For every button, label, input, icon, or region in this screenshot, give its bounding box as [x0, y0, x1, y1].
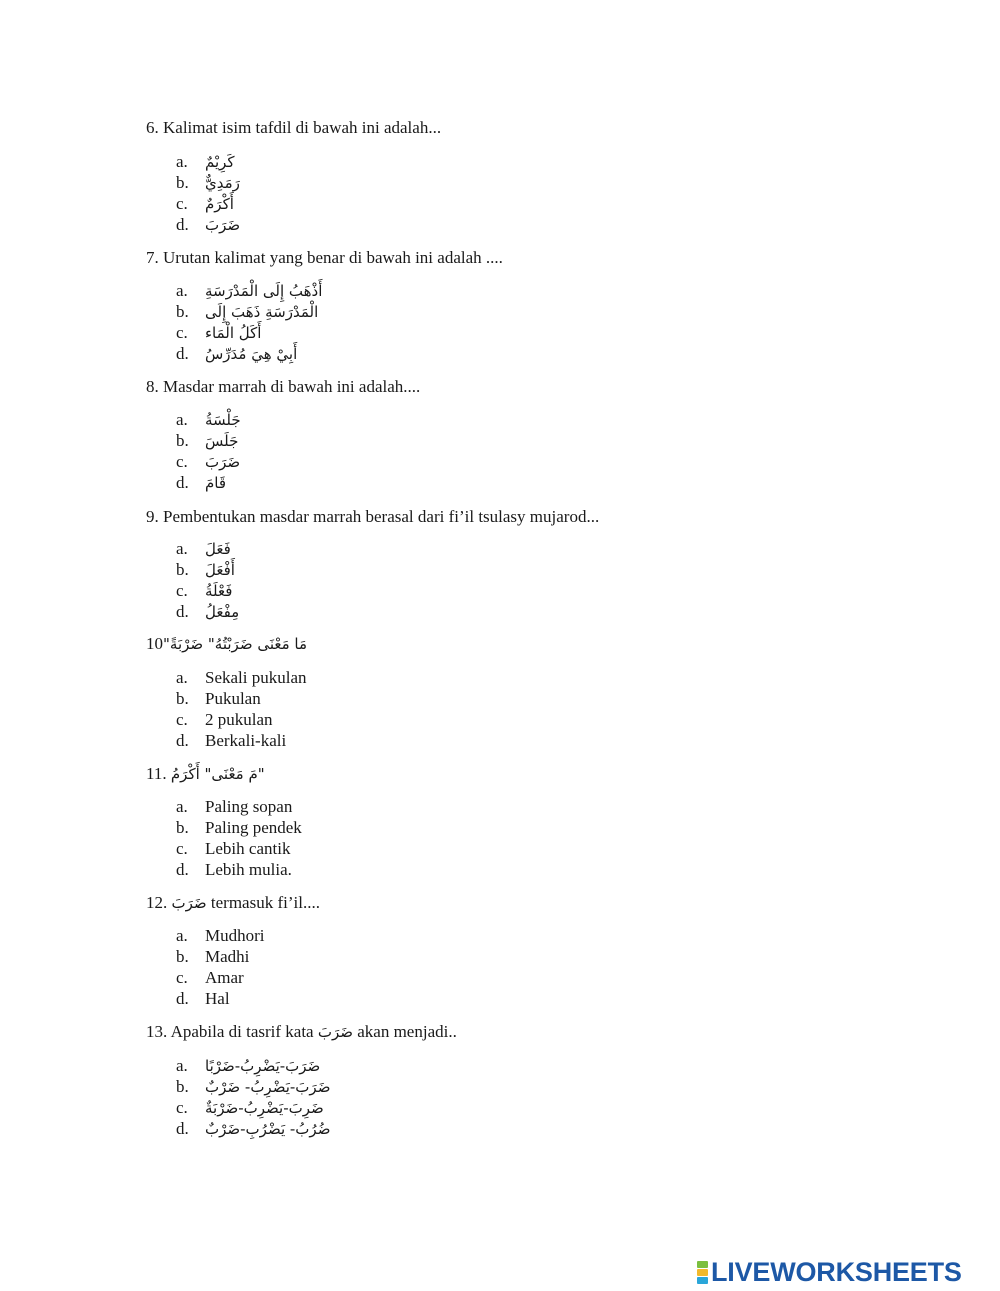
options-9: [176, 538, 239, 622]
options-11: [176, 796, 302, 880]
option-c[interactable]: c. فَعْلَةُ: [176, 580, 233, 600]
option-c[interactable]: c. Amar: [176, 967, 244, 987]
option-c[interactable]: c. 2 pukulan: [176, 709, 273, 729]
option-c[interactable]: c. أَكَلُ الْمَاء: [176, 322, 262, 342]
option-c[interactable]: c. ضَرَبَ: [176, 451, 241, 471]
option-b[interactable]: b. الْمَدْرَسَةِ ذَهَبَ إِلَى: [176, 301, 319, 321]
question-text: Kalimat isim tafdil di bawah ini adalah...: [163, 118, 442, 137]
logo-text: LIVEWORKSHEETS: [711, 1256, 962, 1287]
option-a[interactable]: a. Sekali pukulan: [176, 667, 307, 687]
question-text: Pembentukan masdar marrah berasal dari fi’il tsulasy mujarod...: [163, 507, 600, 526]
option-d[interactable]: d. أَبِيْ هِيَ مُدَرِّسُ: [176, 343, 298, 363]
question-text: Masdar marrah di bawah ini adalah....: [163, 377, 421, 396]
liveworksheets-icon: [697, 1261, 708, 1284]
option-b[interactable]: b. Pukulan: [176, 688, 261, 708]
option-a[interactable]: a. Mudhori: [176, 925, 265, 945]
option-a[interactable]: a. ضَرَبَ-يَضْرِبُ-ضَرْبًا: [176, 1055, 321, 1075]
option-a[interactable]: a. فَعَلَ: [176, 538, 231, 558]
question-8: [146, 377, 420, 397]
option-b[interactable]: b. ضَرَبَ-يَضْرِبُ- ضَرْبٌ: [176, 1076, 331, 1096]
question-number: 11.: [146, 764, 167, 783]
question-text-arabic: ضَرَبَ: [171, 894, 207, 912]
question-9: [146, 507, 599, 527]
question-text: termasuk fi’il....: [210, 893, 320, 912]
question-number: 7.: [146, 248, 159, 267]
question-text-arabic: "مَ مَعْنَى" أَكْرَمُ: [170, 765, 265, 783]
question-text-after: akan menjadi..: [357, 1022, 457, 1041]
question-number: 13.: [146, 1022, 168, 1041]
question-number: 6.: [146, 118, 159, 137]
question-text-arabic: مَا مَعْنَى ضَرَبْتُهُ" ضَرْبَةً": [163, 635, 307, 653]
option-c[interactable]: c. أَكْرَمٌ: [176, 193, 234, 213]
option-a[interactable]: a. كَرِيْمٌ: [176, 151, 235, 171]
question-6: [146, 118, 441, 138]
question-number: 8.: [146, 377, 159, 396]
liveworksheets-logo: [697, 1256, 962, 1287]
option-b[interactable]: b. Madhi: [176, 946, 250, 966]
options-8: [176, 409, 241, 493]
option-b[interactable]: b. رَمَدِيٌّ: [176, 172, 240, 192]
option-d[interactable]: d. Berkali-kali: [176, 730, 287, 750]
option-d[interactable]: d. مِفْعَلُ: [176, 601, 240, 621]
logo-block-l: [697, 1261, 708, 1268]
question-text: Urutan kalimat yang benar di bawah ini adalah ....: [163, 248, 503, 267]
logo-block-s: [697, 1277, 708, 1284]
options-7: [176, 280, 322, 364]
question-number: 12.: [146, 893, 168, 912]
option-d[interactable]: d. ضُرُبُ- يَضْرُبِ-ضَرْبٌ: [176, 1118, 331, 1138]
option-d[interactable]: d. Hal: [176, 988, 230, 1008]
option-b[interactable]: b. Paling pendek: [176, 817, 302, 837]
option-d[interactable]: d. ضَرَبَ: [176, 214, 241, 234]
option-c[interactable]: c. ضَرِبَ-يَضْرِبُ-ضَرْبَةٌ: [176, 1097, 324, 1117]
options-6: [176, 151, 240, 235]
option-c[interactable]: c. Lebih cantik: [176, 838, 291, 858]
question-number: 9.: [146, 507, 159, 526]
options-13: [176, 1055, 330, 1139]
logo-block-w: [697, 1269, 708, 1276]
options-12: [176, 925, 265, 1009]
option-a[interactable]: a. جَلْسَةُ: [176, 409, 241, 429]
option-d[interactable]: d. Lebih mulia.: [176, 859, 292, 879]
option-d[interactable]: d. قَامَ: [176, 472, 227, 492]
question-12: [146, 893, 320, 913]
options-10: [176, 667, 307, 751]
question-11: [146, 764, 265, 784]
question-10: [146, 634, 307, 654]
question-13: [146, 1022, 457, 1042]
option-b[interactable]: b. جَلَسَ: [176, 430, 239, 450]
question-number: 10: [146, 634, 163, 653]
option-b[interactable]: b. أَفْعَلَ: [176, 559, 235, 579]
question-text: Apabila di tasrif kata: [170, 1022, 314, 1041]
question-text-arabic: ضَرَبَ: [317, 1023, 353, 1041]
option-a[interactable]: a. Paling sopan: [176, 796, 293, 816]
option-a[interactable]: a. أَذْهَبُ إِلَى الْمَدْرَسَةِ: [176, 280, 323, 300]
question-7: [146, 248, 503, 268]
